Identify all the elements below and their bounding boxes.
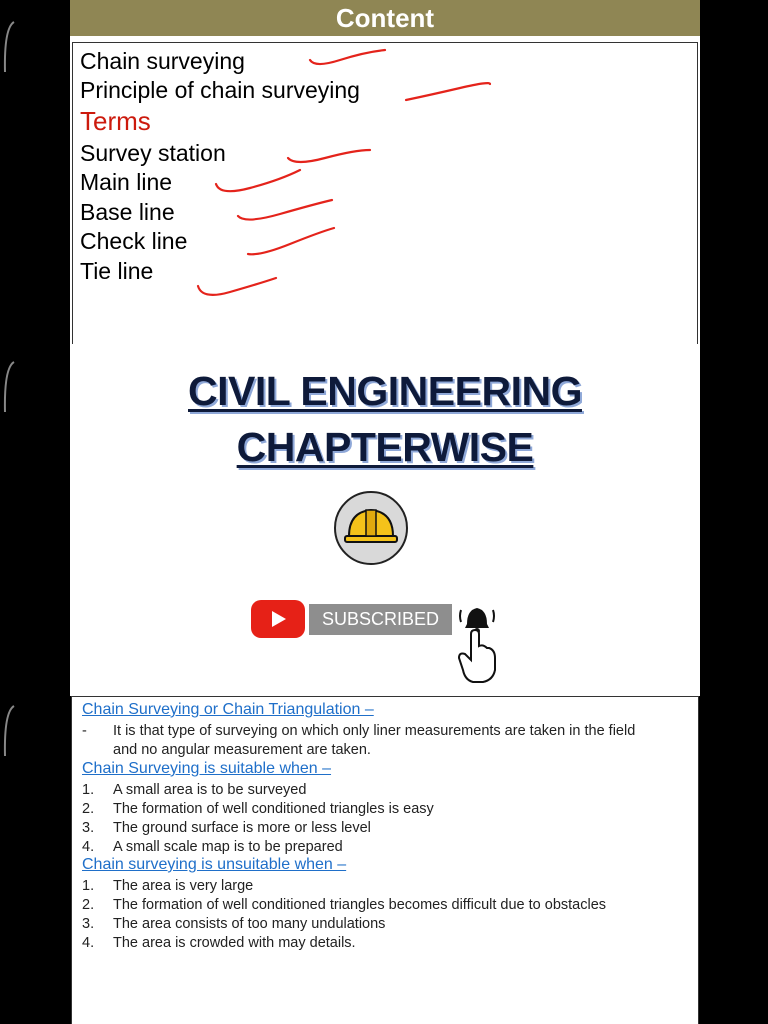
list-item: 3. The ground surface is more or less level xyxy=(82,820,371,836)
youtube-play-icon[interactable] xyxy=(251,600,305,638)
tick-mark xyxy=(216,170,300,191)
definition-line: - It is that type of surveying on which only liner measurements are taken in the field xyxy=(82,723,636,739)
definition-line-cont: and no angular measurement are taken. xyxy=(113,742,371,758)
toc-item-check-line: Check line xyxy=(80,228,188,254)
list-item: 1. A small area is to be surveyed xyxy=(82,782,307,798)
heading-unsuitable: Chain surveying is unsuitable when – xyxy=(82,856,347,873)
heading-suitable: Chain Surveying is suitable when – xyxy=(82,760,332,777)
heading-chain-triangulation: Chain Surveying or Chain Triangulation – xyxy=(82,701,374,718)
toc-item-main-line: Main line xyxy=(80,169,173,195)
toc-item-base-line: Base line xyxy=(80,199,175,225)
subscribe-button[interactable]: SUBSCRIBED xyxy=(309,604,452,635)
content-slide xyxy=(70,0,700,344)
toc-item-principle: Principle of chain surveying xyxy=(80,77,360,103)
tick-mark xyxy=(248,228,334,254)
tick-mark xyxy=(406,83,490,100)
promo-title-line1: CIVIL ENGINEERING xyxy=(188,368,582,414)
list-item: 4. The area is crowded with may details. xyxy=(82,935,356,951)
hard-hat-logo-icon xyxy=(333,490,409,566)
left-bracket-mark xyxy=(2,360,16,414)
toc-item-chain-surveying: Chain surveying xyxy=(80,48,245,74)
tick-mark xyxy=(288,150,370,162)
pointing-hand-icon xyxy=(459,630,495,682)
list-item: 3. The area consists of too many undulations xyxy=(82,916,386,932)
handwritten-tick-marks xyxy=(70,0,700,344)
list-item: 4. A small scale map is to be prepared xyxy=(82,839,343,855)
toc-item-terms: Terms xyxy=(80,106,151,136)
list-item: 2. The formation of well conditioned triangles becomes difficult due to obstacles xyxy=(82,897,607,913)
left-bracket-mark xyxy=(2,20,16,74)
tick-mark xyxy=(198,278,276,295)
toc-item-tie-line: Tie line xyxy=(80,258,154,284)
promo-title-line2: CHAPTERWISE xyxy=(236,424,534,470)
notes-slide xyxy=(71,696,699,1024)
tick-mark xyxy=(238,200,332,220)
channel-promo-slide xyxy=(70,344,700,696)
list-item: 1. The area is very large xyxy=(82,878,254,894)
toc-item-survey-station: Survey station xyxy=(80,140,226,166)
tick-mark xyxy=(310,50,385,64)
left-bracket-mark xyxy=(2,704,16,758)
content-header: Content xyxy=(70,0,700,36)
list-item: 2. The formation of well conditioned triangles is easy xyxy=(82,801,434,817)
notification-bell-icon[interactable] xyxy=(455,600,501,686)
dash-marker: - xyxy=(82,723,87,739)
